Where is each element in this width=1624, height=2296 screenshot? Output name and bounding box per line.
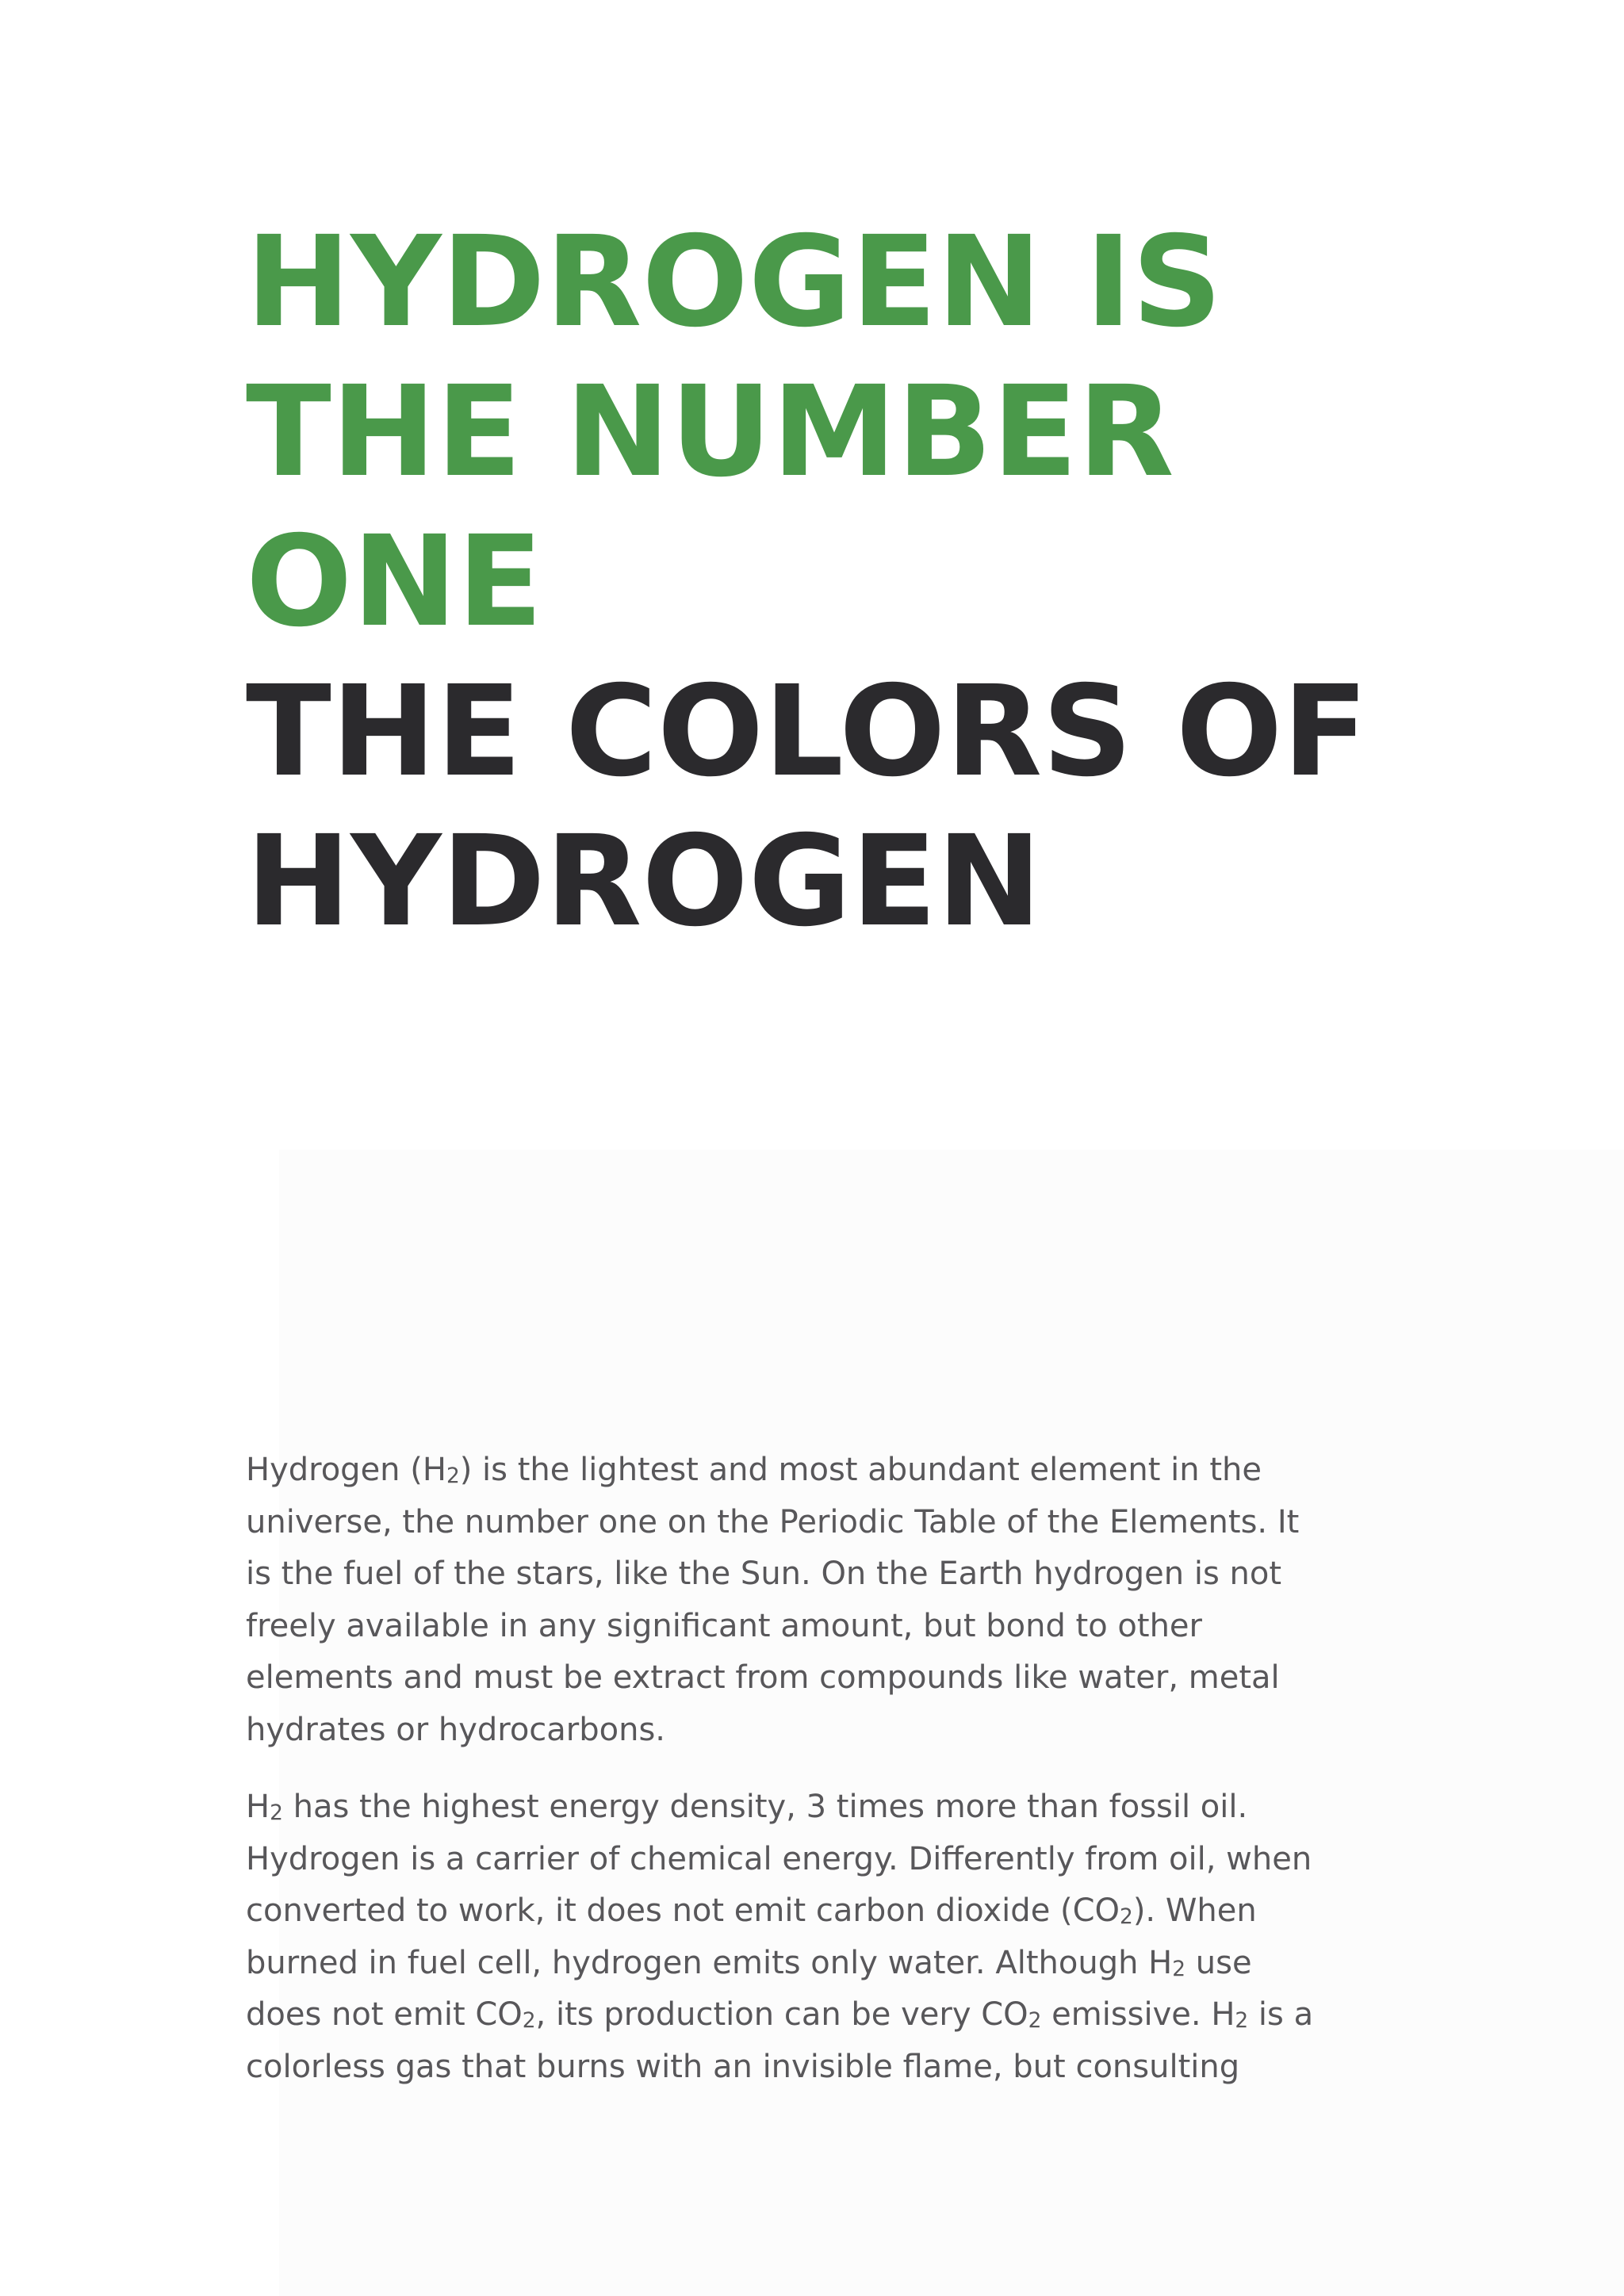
text-line: [246, 1781, 1404, 1834]
text-line: is the fuel of the stars, like the Sun. On the Earth hydrogen is not: [246, 1556, 1282, 1592]
text-run: emissive. H: [1041, 1996, 1235, 2033]
text-run: Hydrogen (H: [246, 1452, 446, 1488]
text-line: hydrates or hydrocarbons.: [246, 1711, 666, 1748]
subscript: 2: [522, 2008, 536, 2034]
subtitle-line-2: HYDROGEN: [246, 809, 1042, 955]
paragraph-energy: [246, 1781, 1404, 2093]
title-line-green-1: HYDROGEN IS: [246, 209, 1223, 355]
text-line: [246, 1885, 1404, 1938]
text-line: [246, 1938, 1404, 1990]
text-run: converted to work, it does not emit carbon dioxide (CO: [246, 1892, 1120, 1929]
text-line: elements and must be extract from compounds like water, metal: [246, 1659, 1280, 1696]
text-line: Hydrogen is a carrier of chemical energy. Differently from oil, when: [246, 1840, 1312, 1877]
text-run: ) is the lightest and most abundant element in the: [459, 1452, 1262, 1488]
subscript: 2: [1235, 2008, 1249, 2034]
text-run: use: [1185, 1944, 1252, 1981]
page-title: [246, 208, 1554, 957]
subscript: 2: [270, 1800, 283, 1826]
text-run: burned in fuel cell, hydrogen emits only water. Although H: [246, 1944, 1173, 1981]
text-run: has the highest energy density, 3 times more than fossil oil.: [282, 1789, 1248, 1825]
text-run: ). When: [1132, 1892, 1257, 1929]
subscript: 2: [1028, 2008, 1042, 2034]
text-run: H: [246, 1789, 270, 1825]
subscript: 2: [1172, 1956, 1186, 1981]
paragraph-intro: [246, 1445, 1404, 1756]
text-run: is a: [1248, 1996, 1314, 2033]
text-run: does not emit CO: [246, 1996, 523, 2033]
subscript: 2: [446, 1464, 460, 1489]
subscript: 2: [1120, 1904, 1133, 1930]
text-line: [246, 1445, 1404, 1497]
text-line: colorless gas that burns with an invisible flame, but consulting: [246, 2048, 1240, 2085]
text-line: universe, the number one on the Periodic Table of the Elements. It: [246, 1503, 1300, 1540]
subtitle-line-1: THE COLORS OF: [246, 659, 1369, 805]
title-line-green-2: THE NUMBER: [246, 359, 1174, 505]
text-run: , its production can be very CO: [535, 1996, 1028, 2033]
text-line: [246, 1989, 1404, 2042]
text-line: freely available in any significant amount, but bond to other: [246, 1607, 1202, 1644]
title-line-green-3: ONE: [246, 509, 543, 655]
body-text: [246, 1445, 1404, 2118]
